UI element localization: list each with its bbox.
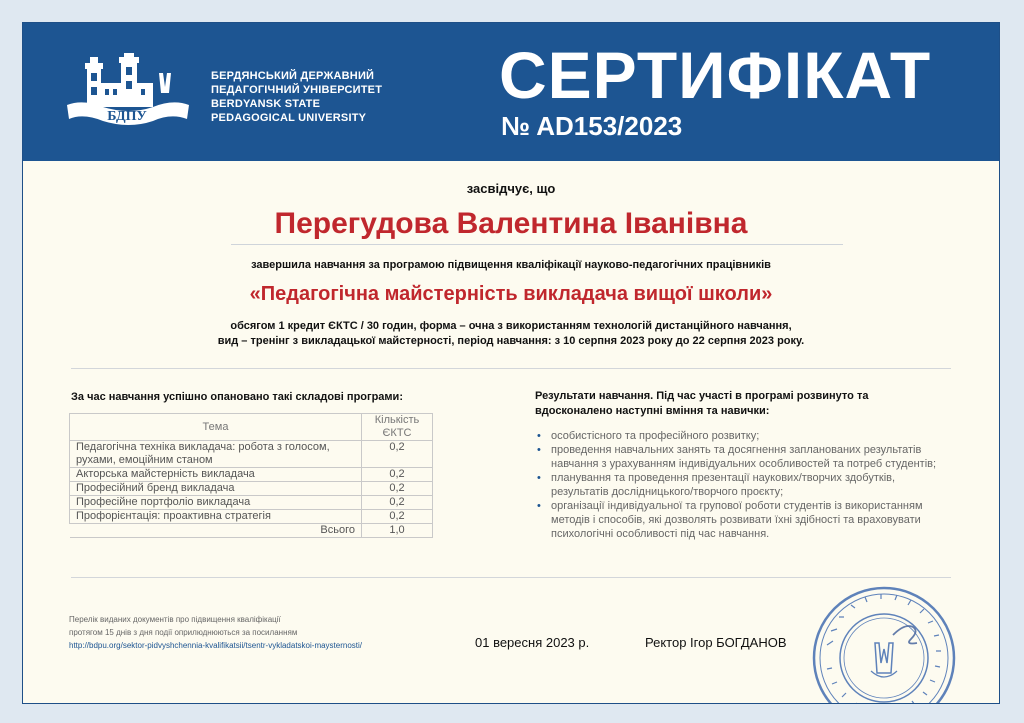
module-topic: Педагогічна техніка викладача: робота з голосом, рухами, емоційним станом [70,441,362,468]
module-ects: 0,2 [362,441,433,468]
module-ects: 0,2 [362,482,433,496]
recipient-name: Перегудова Валентина Іванівна [274,207,748,240]
certificate-title: СЕРТИФІКАТ [499,38,932,112]
university-name-line: ПЕДАГОГІЧНИЙ УНІВЕРСИТЕТ [211,84,383,96]
official-seal-icon [809,583,959,704]
column-ects [362,414,433,441]
results-heading-line: Результати навчання. Під час участі в програмі розвинуто та [535,390,869,402]
publication-link[interactable]: http://bdpu.org/sektor-pidvyshchennia-kvalifikatsii/tsentr-vykladatskoi-maysternosti/ [69,641,363,650]
list-item: • організації індивідуальної та групової роботи студентів із використанням методів і способів, які дозволять розвивати їхні здібності та враховувати психологічні особливості під час навчання. [535,499,955,541]
module-topic: Професійне портфоліо викладача [70,496,362,510]
total-value: 1,0 [362,524,433,538]
modules-table [69,413,433,538]
certifies-text: засвідчує, що [466,181,556,196]
table-row [70,482,433,496]
completed-text: завершила навчання за програмою підвищення кваліфікації науково-педагогічних працівників [251,259,771,271]
table-row [70,468,433,482]
footer-divider [71,577,951,578]
module-ects: 0,2 [362,510,433,524]
program-title: «Педагогічна майстерність викладача вищої школи» [249,283,773,305]
volume-line: вид – тренінг з викладацької майстерності, період навчання: з 10 серпня 2023 року до 22 серпня 2023 року. [217,335,805,347]
module-topic: Акторська майстерність викладача [70,468,362,482]
list-item: • планування та проведення презентації наукових/творчих здобутків, результатів дослідницького/творчого проєкту; [535,471,955,499]
volume-line: обсягом 1 кредит ЄКТС / 30 годин, форма – очна з використанням технологій дистанційного навчання, [230,320,792,332]
note-line: Перелік виданих документів про підвищення кваліфікації [69,615,281,624]
header-banner [23,23,999,161]
module-topic: Професійний бренд викладача [70,482,362,496]
total-label: Всього [70,524,362,538]
modules-heading: За час навчання успішно опановано такі складові програми: [71,391,403,403]
table-total-row [70,524,433,538]
module-ects: 0,2 [362,468,433,482]
list-item: • особистісного та професійного розвитку; [535,429,955,443]
list-item: • проведення навчальних занять та досягнення запланованих результатів навчання з урахуванням індивідуальних особливостей та потреб студентів; [535,443,955,471]
results-heading-line: вдосконалено наступні вміння та навички: [535,405,770,417]
issue-date: 01 вересня 2023 р. [475,635,590,650]
table-header-row [70,414,433,441]
module-ects: 0,2 [362,496,433,510]
results-heading [535,389,955,419]
rector-signature: Ректор Ігор БОГДАНОВ [645,635,787,650]
note-line: протягом 15 днів з дня події оприлюднюються за посиланням [69,628,298,637]
name-underline [231,244,843,245]
column-topic: Тема [70,414,362,441]
university-name-line: BERDYANSK STATE [211,98,321,110]
module-topic: Профорієнтація: проактивна стратегія [70,510,362,524]
table-row [70,496,433,510]
publication-note [69,613,469,652]
table-row [70,510,433,524]
column-ects-line: Кількість [374,414,420,426]
certificate-number: № AD153/2023 [501,111,683,141]
section-divider [71,368,951,369]
certificate [22,22,1000,704]
university-name [211,69,382,125]
university-name-line: PEDAGOGICAL UNIVERSITY [211,112,367,124]
results-list [535,429,955,541]
university-logo-icon [63,53,193,133]
table-row [70,441,433,468]
program-volume [23,319,999,349]
svg-text:БДПУ: БДПУ [107,109,147,124]
university-name-line: БЕРДЯНСЬКИЙ ДЕРЖАВНИЙ [211,70,375,82]
column-ects-line: ЄКТС [382,427,412,439]
